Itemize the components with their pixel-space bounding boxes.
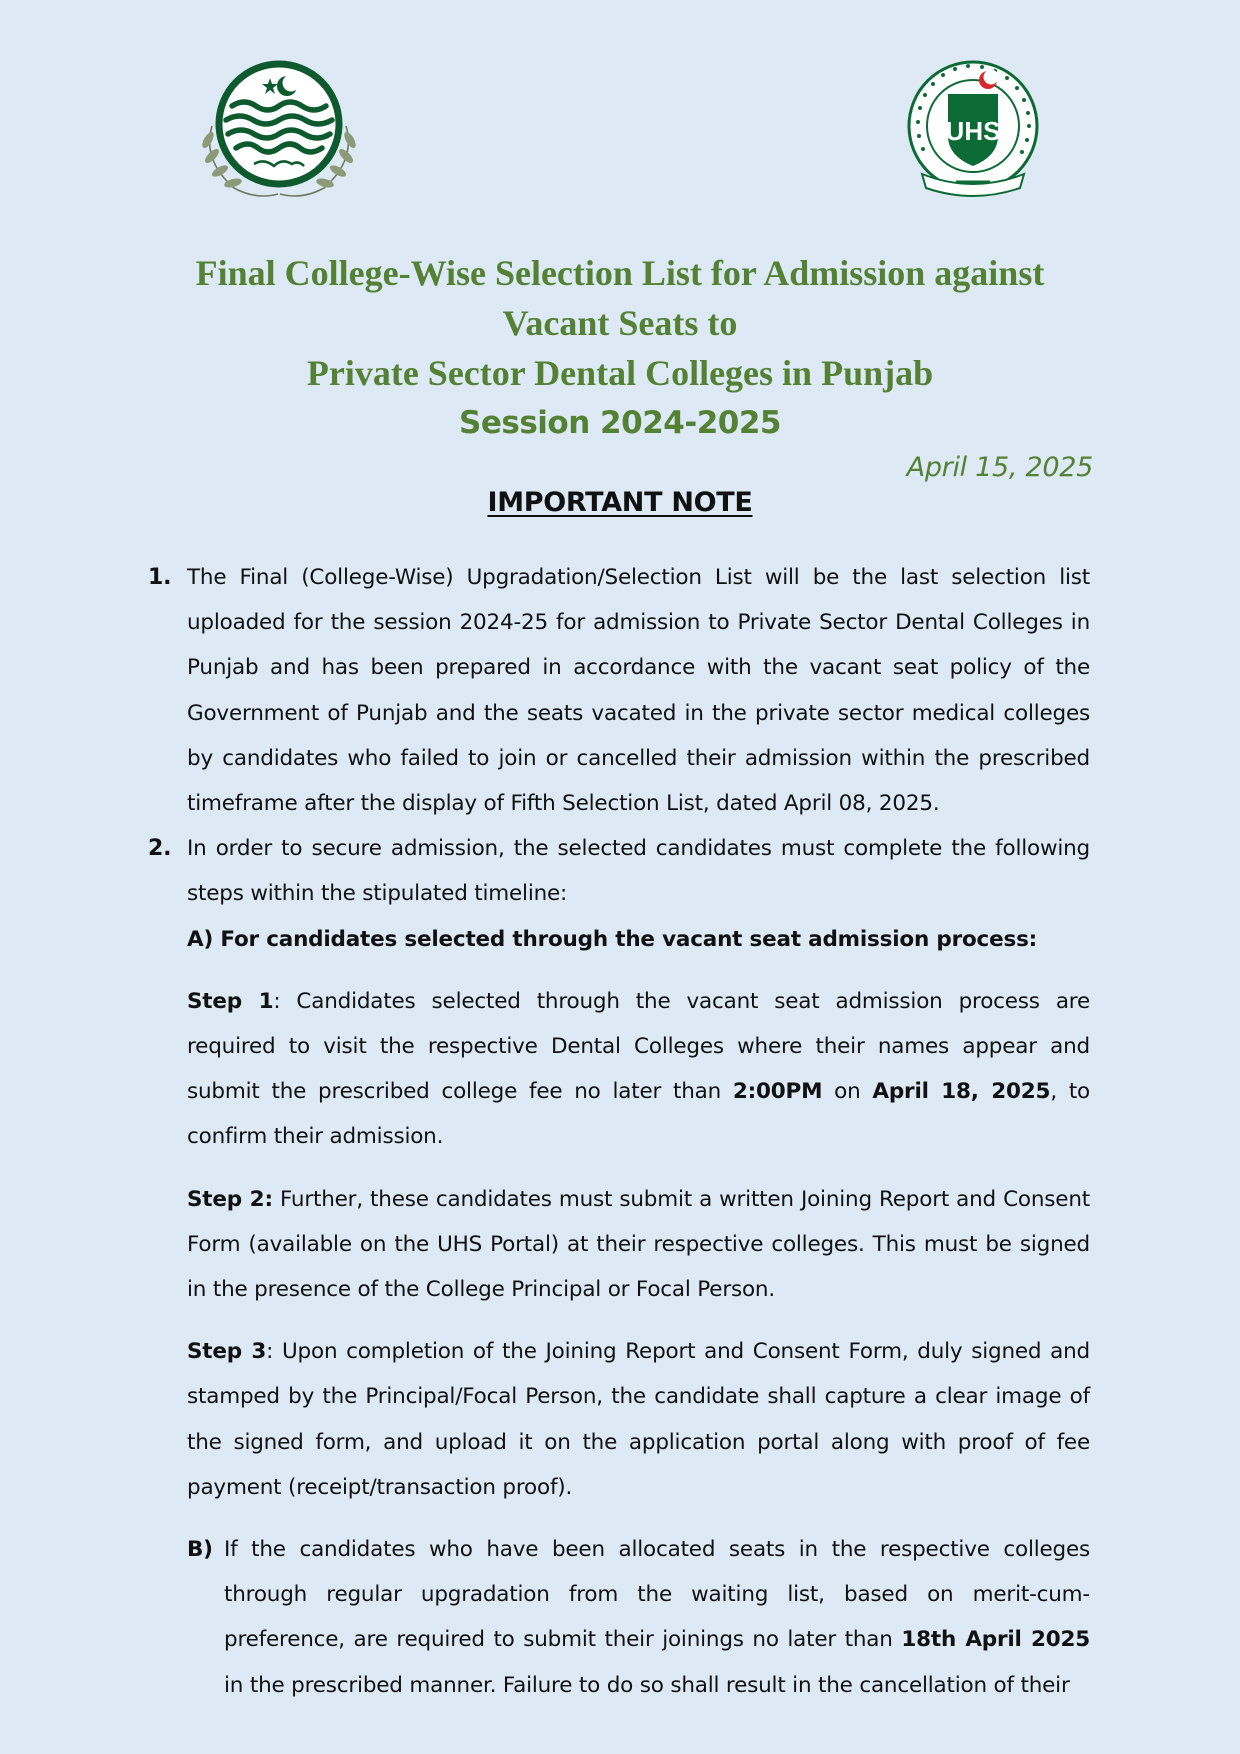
document-date: April 15, 2025 [906, 452, 1093, 483]
step-1-text-before: : Candidates selected through the vacant seat admission process are required to visit the respective Dental Colleges where their names appear and submit the prescribed college fee no later than [187, 988, 1090, 1105]
step-3-paragraph [148, 1329, 1090, 1510]
uhs-logo [896, 56, 1050, 202]
step-3-label: Step 3 [187, 1339, 267, 1365]
svg-text:UHS: UHS [945, 116, 1001, 146]
step-1-text-after: , to confirm their admission. [187, 1079, 1091, 1150]
list-item-2-number: 2. [148, 836, 172, 862]
step-1-label: Step 1 [187, 988, 274, 1014]
list-item-1 [148, 555, 1090, 826]
section-b-label: B) [187, 1537, 213, 1563]
session-label: Session 2024-2025 [459, 405, 781, 441]
list-item-2 [148, 826, 1090, 916]
document-title-line-3: Private Sector Dental Colleges in Punjab [306, 353, 934, 393]
list-item-1-text: The Final (College-Wise) Upgradation/Selection List will be the last selection list uploaded for the session 2024-25 for admission to Private Sector Dental Colleges in Punjab and has been prepared in accordance with the vacant seat policy of the Government of Punjab and the seats vacated in the private sector medical colleges by candidates who failed to join or cancelled their admission within the prescribed timeframe after the display of Fifth Selection List, dated April 08, 2025. [187, 565, 1090, 817]
step-2-label: Step 2: [187, 1186, 273, 1212]
step-2-text: Further, these candidates must submit a written Joining Report and Consent Form (available on the UHS Portal) at their respective colleges. This must be signed in the presence of the College Principal or Focal Person. [187, 1186, 1090, 1303]
list-item-2-text: In order to secure admission, the selected candidates must complete the following steps within the stipulated timeline: [187, 836, 1090, 907]
step-1-paragraph [148, 979, 1090, 1160]
title-block [120, 248, 1120, 448]
important-note-heading: IMPORTANT NOTE [487, 487, 753, 518]
section-b-paragraph [148, 1527, 1090, 1708]
step-2-paragraph [148, 1177, 1090, 1313]
step-1-text-mid: on [822, 1079, 873, 1105]
step-1-deadline: April 18, 2025 [872, 1079, 1051, 1105]
section-b-deadline: 18th April 2025 [901, 1627, 1090, 1653]
section-b-text-before: If the candidates who have been allocated seats in the respective colleges through regular upgradation from the waiting list, based on merit-cum-preference, are required to submit their joinings no later than [224, 1537, 1090, 1653]
document-title-line-1: Final College-Wise Selection List for Admission against [195, 253, 1045, 293]
section-b-text-after: in the prescribed manner. Failure to do so shall result in the cancellation of their [224, 1672, 1070, 1698]
list-item-1-number: 1. [148, 565, 172, 590]
section-a-heading: A) For candidates selected through the vacant seat admission process: [187, 926, 1038, 952]
document-title-line-2: Vacant Seats to [502, 303, 738, 343]
step-1-time: 2:00PM [732, 1079, 823, 1105]
step-3-text: : Upon completion of the Joining Report and Consent Form, duly signed and stamped by the Principal/Focal Person, the candidate shall capture a clear image of the signed form, and upload it on the application portal along with proof of fee payment (receipt/transaction proof). [187, 1339, 1091, 1500]
document-body [148, 555, 1090, 1708]
government-of-punjab-logo [186, 54, 372, 204]
